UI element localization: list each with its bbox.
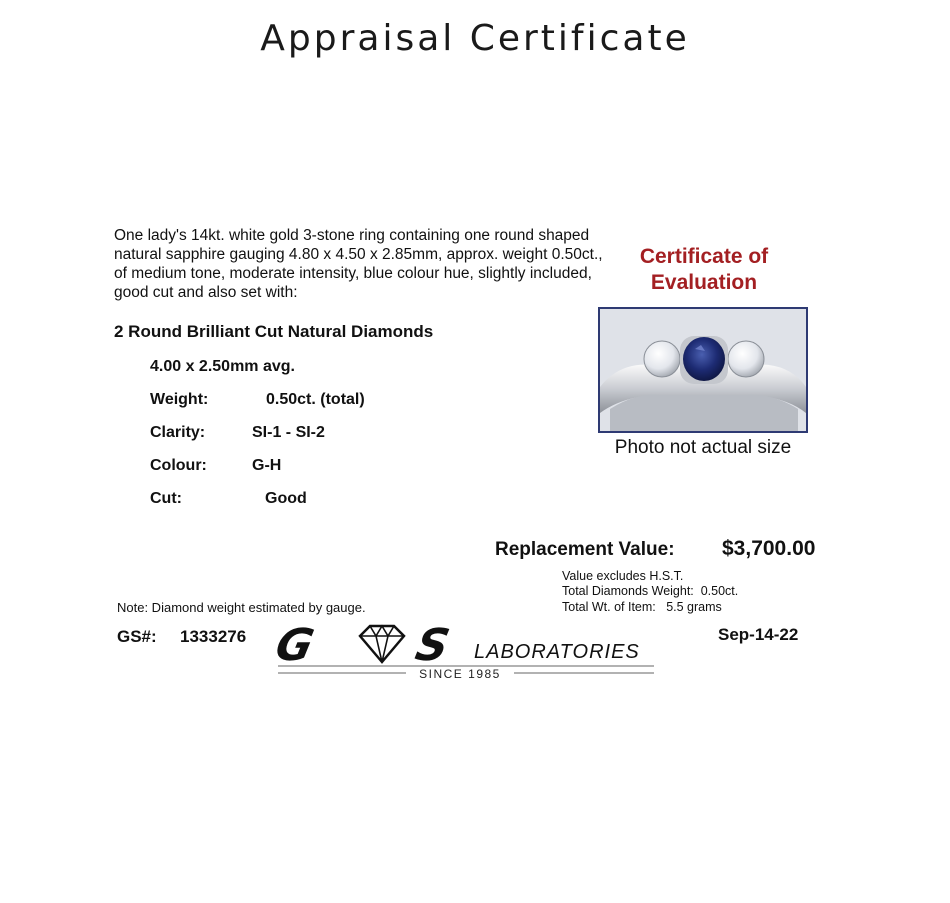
- certificate-title-line1: Certificate of: [639, 245, 769, 268]
- diamonds-heading: 2 Round Brilliant Cut Natural Diamonds: [114, 322, 434, 341]
- replacement-value: $3,700.00: [722, 537, 816, 560]
- page-title: Appraisal Certificate: [260, 18, 690, 59]
- logo-letter-s: S: [411, 620, 454, 671]
- spec-label-weight: Weight:: [150, 391, 209, 408]
- gs-laboratories-logo: [271, 620, 658, 682]
- value-note-hst: Value excludes H.S.T.: [562, 569, 684, 583]
- logo-graphic: [271, 620, 658, 682]
- certificate-title: [604, 244, 804, 296]
- logo-laboratories: LABORATORIES: [474, 641, 640, 663]
- certificate-title-line2: Evaluation: [650, 271, 758, 294]
- weight-note: Note: Diamond weight estimated by gauge.: [117, 600, 366, 615]
- total-diamond-weight: Total Diamonds Weight: 0.50ct.: [562, 584, 739, 598]
- diamond-dimensions: 4.00 x 2.50mm avg.: [150, 358, 295, 375]
- spec-value-clarity: SI-1 - SI-2: [252, 424, 325, 441]
- logo-since: SINCE 1985: [419, 667, 501, 681]
- gs-label: GS#:: [117, 627, 157, 646]
- logo-letter-g: G: [271, 620, 319, 671]
- total-item-weight: Total Wt. of Item: 5.5 grams: [562, 600, 722, 614]
- photo-caption: Photo not actual size: [614, 437, 792, 458]
- ring-description: One lady's 14kt. white gold 3-stone ring containing one round shaped natural sapphire gauging 4.80 x 4.50 x 2.85mm, approx. weight 0.50ct., of medium tone, moderate intensity, blue colour hue, slightly included, good cut and also set with:: [114, 227, 603, 301]
- ring-photo-image: [600, 309, 806, 431]
- spec-value-colour: G-H: [252, 457, 282, 474]
- replacement-value-label: Replacement Value:: [495, 539, 675, 560]
- certificate-date: Sep-14-22: [718, 625, 799, 644]
- spec-label-cut: Cut:: [150, 490, 182, 507]
- spec-value-cut: Good: [265, 490, 307, 507]
- gs-number: 1333276: [180, 627, 247, 646]
- spec-value-weight: 0.50ct. (total): [266, 391, 365, 408]
- diamond-icon: [360, 626, 404, 662]
- spec-label-clarity: Clarity:: [150, 424, 206, 441]
- ring-photo: [598, 307, 808, 433]
- spec-label-colour: Colour:: [150, 457, 207, 474]
